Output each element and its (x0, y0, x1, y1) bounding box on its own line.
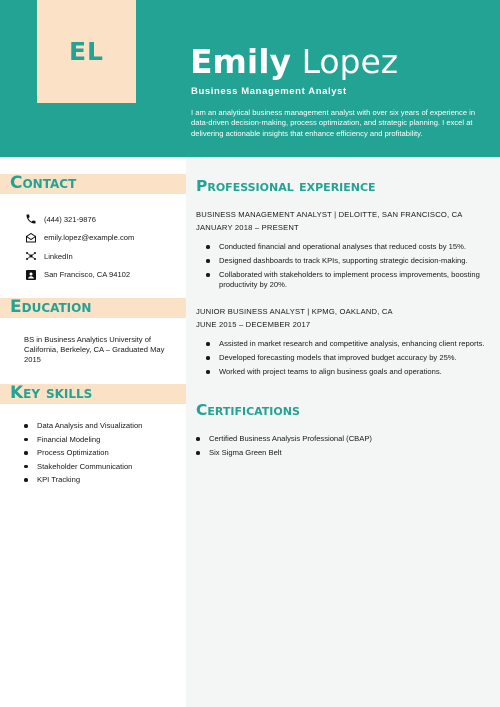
contact-location (24, 266, 184, 285)
job-bullet: Worked with project teams to align business goals and operations. (206, 367, 486, 377)
profile-summary: I am an analytical business management analyst with over six years of experience in data-driven decision-making, process optimization, and strategic planning. I excel at delivering actionable insights that enhance efficiency and profitability. (191, 108, 476, 138)
job-bullet: Collaborated with stakeholders to implement process improvements, boosting productivity by 20%. (206, 270, 486, 290)
job-bullet: Conducted financial and operational analyses that reduced costs by 15%. (206, 242, 486, 252)
last-name: Lopez (301, 42, 399, 81)
job-1-dates: JANUARY 2018 – PRESENT (196, 223, 299, 232)
full-name (190, 42, 398, 82)
skill-item: Data Analysis and Visualization (24, 421, 142, 435)
first-name: Emily (190, 42, 292, 81)
phone-icon (24, 212, 38, 226)
job-2-dates: JUNE 2015 – DECEMBER 2017 (196, 320, 311, 329)
job-2-title: JUNIOR BUSINESS ANALYST | KPMG, OAKLAND, CA (196, 307, 393, 316)
certifications-heading: Certifications (196, 401, 300, 419)
job-bullet: Assisted in market research and competitive analysis, enhancing client reports. (206, 339, 486, 349)
resume-header (0, 0, 500, 157)
contact-heading: Contact (10, 173, 77, 193)
certification-item: Six Sigma Green Belt (196, 448, 476, 458)
certification-item: Certified Business Analysis Professional (CBAP) (196, 434, 476, 444)
contact-linkedin-text: LinkedIn (44, 251, 73, 261)
job-role: Business Management Analyst (191, 86, 347, 97)
certifications-list (196, 434, 476, 462)
monogram-badge (37, 0, 136, 103)
contact-email-text: emily.lopez@example.com (44, 233, 135, 243)
contact-phone (24, 210, 184, 229)
location-icon (24, 268, 38, 282)
education-heading: Education (10, 297, 92, 317)
contact-phone-text: (444) 321-9876 (44, 214, 96, 224)
linkedin-icon (24, 249, 38, 263)
education-entry: BS in Business Analytics University of California, Berkeley, CA – Graduated May 2015 (24, 335, 165, 365)
skill-item: Stakeholder Communication (24, 462, 142, 476)
skill-item: Financial Modeling (24, 435, 142, 449)
job-1-bullets (206, 242, 486, 294)
job-1-title: BUSINESS MANAGEMENT ANALYST | DELOITTE, SAN FRANCISCO, CA (196, 210, 463, 219)
skill-item: KPI Tracking (24, 475, 142, 489)
skills-list (24, 421, 142, 489)
skills-heading: Key skills (10, 383, 93, 403)
contact-linkedin[interactable] (24, 247, 184, 266)
skill-item: Process Optimization (24, 448, 142, 462)
experience-heading: Professional experience (196, 177, 376, 195)
job-bullet: Developed forecasting models that improved budget accuracy by 25%. (206, 353, 486, 363)
contact-list (24, 210, 184, 284)
initials: EL (68, 37, 104, 66)
job-bullet: Designed dashboards to track KPIs, supporting strategic decision-making. (206, 256, 486, 266)
right-column-panel (186, 157, 500, 707)
contact-email[interactable] (24, 229, 184, 248)
job-2-bullets (206, 339, 486, 381)
email-icon (24, 231, 38, 245)
contact-location-text: San Francisco, CA 94102 (44, 270, 131, 280)
